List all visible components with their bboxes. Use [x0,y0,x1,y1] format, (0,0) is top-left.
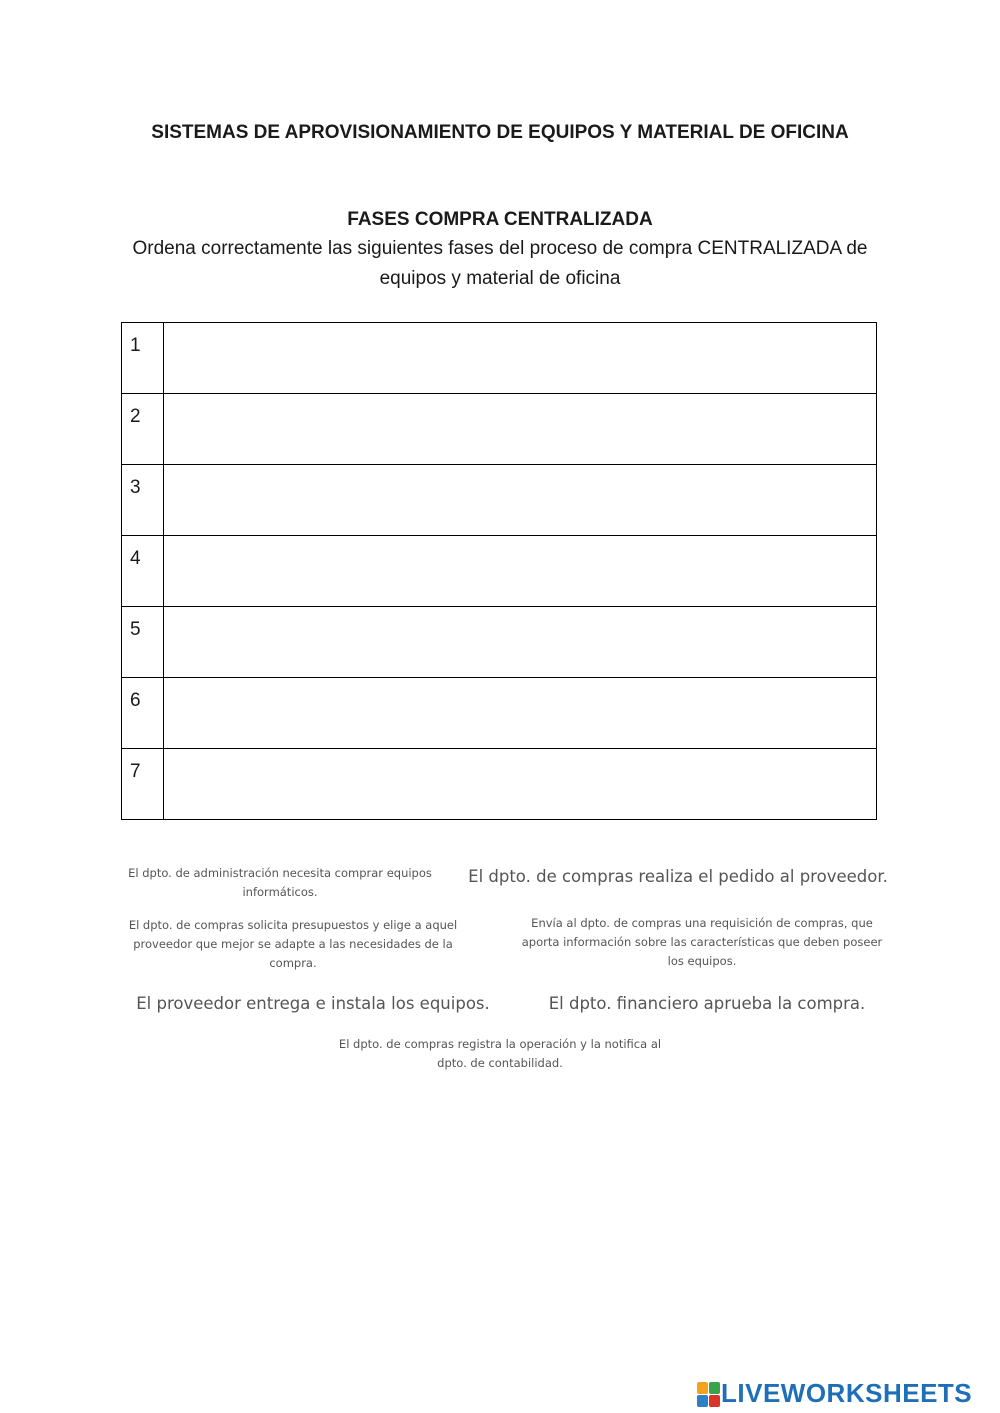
answer-drop-zone[interactable] [164,394,877,465]
answer-drop-zone[interactable] [164,465,877,536]
table-row [122,465,877,536]
table-row [122,749,877,820]
section-subtitle: FASES COMPRA CENTRALIZADA [347,209,653,230]
draggable-option-card[interactable]: El dpto. de compras registra la operación y la notifica al dpto. de contabilidad. [338,1037,662,1070]
table-row [122,607,877,678]
instructions-text: Ordena correctamente las siguientes fases del proceso de compra CENTRALIZADA de equipos y material de oficina [132,238,868,289]
table-row [122,323,877,394]
answer-drop-zone[interactable] [164,749,877,820]
row-number: 1 [122,323,164,394]
draggable-option-card[interactable]: El proveedor entrega e instala los equipos. [136,994,490,1013]
row-number: 3 [122,465,164,536]
table-row [122,678,877,749]
table-row [122,394,877,465]
draggable-option-card[interactable]: El dpto. de administración necesita comprar equipos informáticos. [128,866,432,899]
answer-drop-zone[interactable] [164,678,877,749]
draggable-option-card[interactable]: El dpto. financiero aprueba la compra. [548,994,866,1013]
liveworksheets-logo [697,1378,972,1409]
draggable-option-card[interactable]: El dpto. de compras realiza el pedido al proveedor. [468,867,888,886]
logo-text: LIVEWORKSHEETS [721,1378,973,1408]
row-number: 5 [122,607,164,678]
draggable-option-card[interactable]: El dpto. de compras solicita presupuestos y elige a aquel proveedor que mejor se adapte a las necesidades de la compra. [128,918,458,970]
row-number: 6 [122,678,164,749]
phases-table [121,322,877,820]
row-number: 2 [122,394,164,465]
answer-drop-zone[interactable] [164,323,877,394]
draggable-option-card[interactable]: Envía al dpto. de compras una requisición de compras, que aporta información sobre las características que deben poseer los equipos. [521,916,883,968]
liveworksheets-logo-icon [697,1382,719,1406]
answer-drop-zone[interactable] [164,607,877,678]
table-row [122,536,877,607]
answer-drop-zone[interactable] [164,536,877,607]
worksheet-title: SISTEMAS DE APROVISIONAMIENTO DE EQUIPOS Y MATERIAL DE OFICINA [151,122,849,143]
row-number: 7 [122,749,164,820]
row-number: 4 [122,536,164,607]
